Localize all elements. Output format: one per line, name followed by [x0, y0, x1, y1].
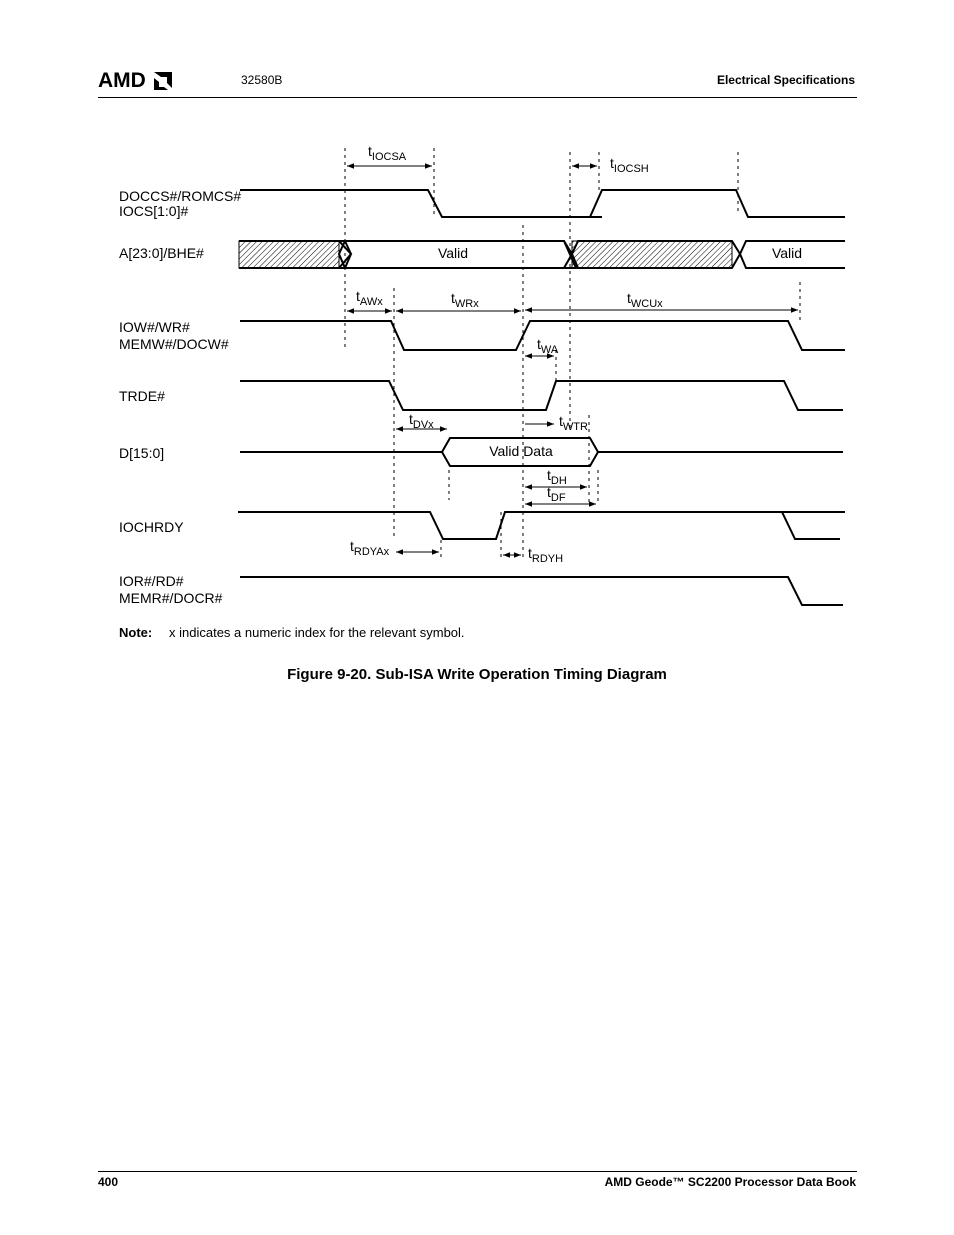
signal-label: A[23:0]/BHE#	[119, 245, 204, 261]
timing-label: $t_{RDYH}$	[528, 545, 564, 565]
signal-label: IOCS[1:0]#	[119, 203, 189, 219]
timing-label: $t_{WRx}$	[451, 290, 479, 310]
timing-label: $t_{AWx}$	[356, 288, 383, 308]
document-id: 32580B	[241, 73, 283, 87]
timing-label: $t_{IOCSH}$	[610, 155, 649, 175]
signal-label: DOCCS#/ROMCS#	[119, 188, 242, 204]
timing-labels	[350, 143, 663, 565]
waveform-iochrdy	[238, 512, 845, 539]
timing-label: $t_{IOCSA}$	[368, 143, 407, 163]
footer-divider	[98, 1171, 857, 1172]
timing-label: $t_{WCUx}$	[627, 290, 663, 310]
note-text: x indicates a numeric index for the relevant symbol.	[169, 625, 465, 640]
address-invalid-region	[239, 241, 339, 268]
section-title: Electrical Specifications	[716, 73, 855, 87]
figure-note	[119, 625, 465, 640]
signal-label: D[15:0]	[119, 445, 165, 461]
waveform-address-bus	[239, 241, 845, 268]
address-valid-label: Valid	[437, 245, 469, 261]
signal-label: TRDE#	[119, 388, 165, 404]
waveform-ior	[240, 577, 843, 605]
signal-label: IOR#/RD#	[119, 573, 184, 589]
timing-label: $t_{DF}$	[547, 484, 566, 504]
timing-label: $t_{WA}$	[537, 336, 559, 356]
timing-label: $t_{WTR}$	[559, 413, 588, 433]
note-label: Note:	[119, 625, 153, 640]
data-valid-label: Valid Data	[489, 443, 553, 459]
timing-label: $t_{RDYAx}$	[350, 538, 390, 558]
book-title: AMD Geode™ SC2200 Processor Data Book	[604, 1175, 856, 1189]
figure-caption: Figure 9-20. Sub-ISA Write Operation Timing Diagram	[287, 666, 667, 683]
page-number: 400	[98, 1175, 119, 1189]
timing-arrows	[347, 166, 798, 555]
amd-logo-text: AMD	[98, 70, 146, 90]
waveform-trde	[240, 381, 843, 410]
signal-label: MEMW#/DOCW#	[119, 336, 229, 352]
timing-label: $t_{DVx}$	[409, 411, 434, 431]
waveform-doccs	[240, 190, 845, 217]
timing-label: $t_{DH}$	[547, 467, 567, 487]
signal-labels	[119, 188, 241, 606]
timing-guides	[345, 148, 803, 560]
signal-label: IOCHRDY	[119, 519, 184, 535]
address-invalid-region	[572, 241, 732, 268]
signal-label: MEMR#/DOCR#	[119, 590, 223, 606]
address-valid-label: Valid	[771, 245, 803, 261]
signal-label: IOW#/WR#	[119, 319, 190, 335]
